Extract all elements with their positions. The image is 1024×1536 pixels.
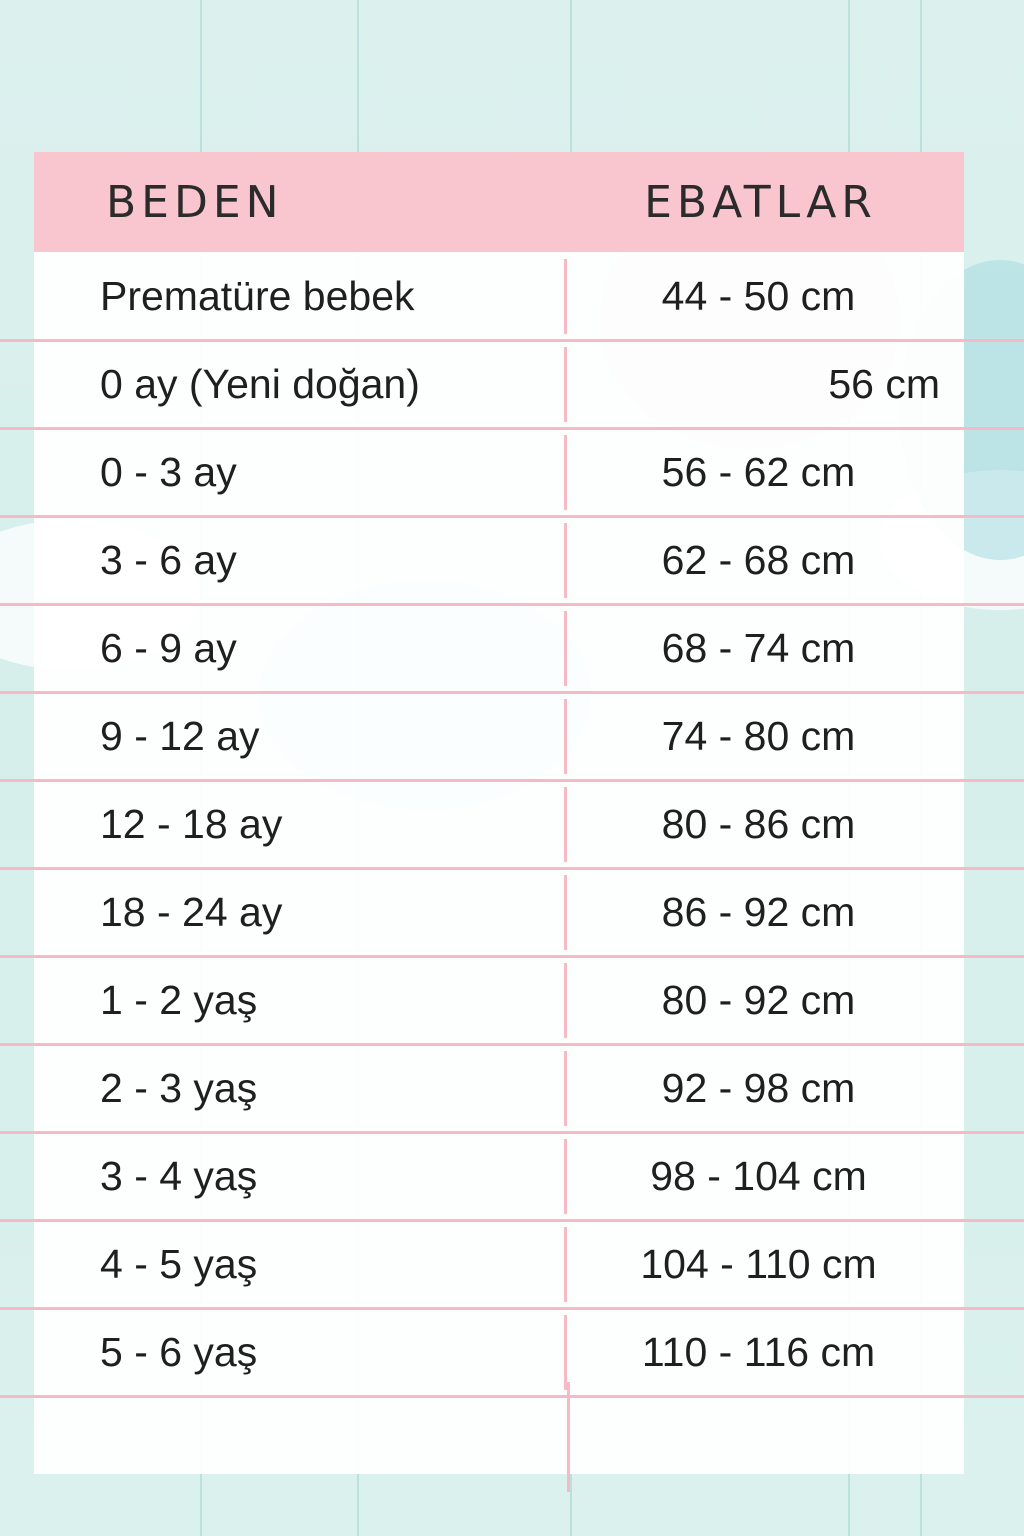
- cell-dimensions: 104 - 110 cm: [640, 1240, 877, 1287]
- cell-size: 3 - 4 yaş: [34, 1153, 567, 1200]
- table-row: [34, 868, 964, 956]
- cell-size: 6 - 9 ay: [34, 625, 567, 672]
- cell-size: 18 - 24 ay: [34, 889, 567, 936]
- cell-size: 12 - 18 ay: [34, 801, 567, 848]
- cell-dimensions: 80 - 86 cm: [661, 800, 856, 847]
- table-row: [34, 604, 964, 692]
- table-row: [34, 1132, 964, 1220]
- table-row: [34, 1220, 964, 1308]
- table-row: [34, 1308, 964, 1396]
- cell-dimensions: 92 - 98 cm: [661, 1064, 856, 1111]
- table-row: [34, 956, 964, 1044]
- cell-size: 1 - 2 yaş: [34, 977, 567, 1024]
- table-row: [34, 780, 964, 868]
- cell-dimensions: 74 - 80 cm: [661, 712, 856, 759]
- table-row: [34, 252, 964, 340]
- cell-dimensions: 110 - 116 cm: [641, 1328, 876, 1375]
- cell-size: 4 - 5 yaş: [34, 1241, 567, 1288]
- table-body: [34, 252, 964, 1396]
- cell-dimensions: 56 cm: [828, 360, 940, 407]
- table-row: [34, 516, 964, 604]
- cell-size: 9 - 12 ay: [34, 713, 567, 760]
- cell-size: 2 - 3 yaş: [34, 1065, 567, 1112]
- table-row: [34, 1044, 964, 1132]
- cell-dimensions: 62 - 68 cm: [661, 536, 856, 583]
- cell-dimensions: 98 - 104 cm: [650, 1152, 867, 1199]
- table-row: [34, 692, 964, 780]
- cell-dimensions: 44 - 50 cm: [661, 272, 856, 319]
- cell-dimensions: 68 - 74 cm: [661, 624, 856, 671]
- cell-size: 3 - 6 ay: [34, 537, 567, 584]
- size-chart-card: [34, 152, 964, 1474]
- cell-size: Prematüre bebek: [34, 273, 567, 320]
- table-row: [34, 340, 964, 428]
- cell-size: 0 - 3 ay: [34, 449, 567, 496]
- cell-dimensions: 56 - 62 cm: [661, 448, 856, 495]
- column-header-size: BEDEN: [106, 176, 284, 228]
- table-footer-spacer: [34, 1396, 964, 1474]
- table-header-row: [34, 152, 964, 252]
- cell-dimensions: 80 - 92 cm: [661, 976, 856, 1023]
- column-header-dimensions: EBATLAR: [644, 176, 877, 228]
- cell-size: 0 ay (Yeni doğan): [34, 361, 567, 408]
- table-row: [34, 428, 964, 516]
- cell-dimensions: 86 - 92 cm: [661, 888, 856, 935]
- cell-size: 5 - 6 yaş: [34, 1329, 567, 1376]
